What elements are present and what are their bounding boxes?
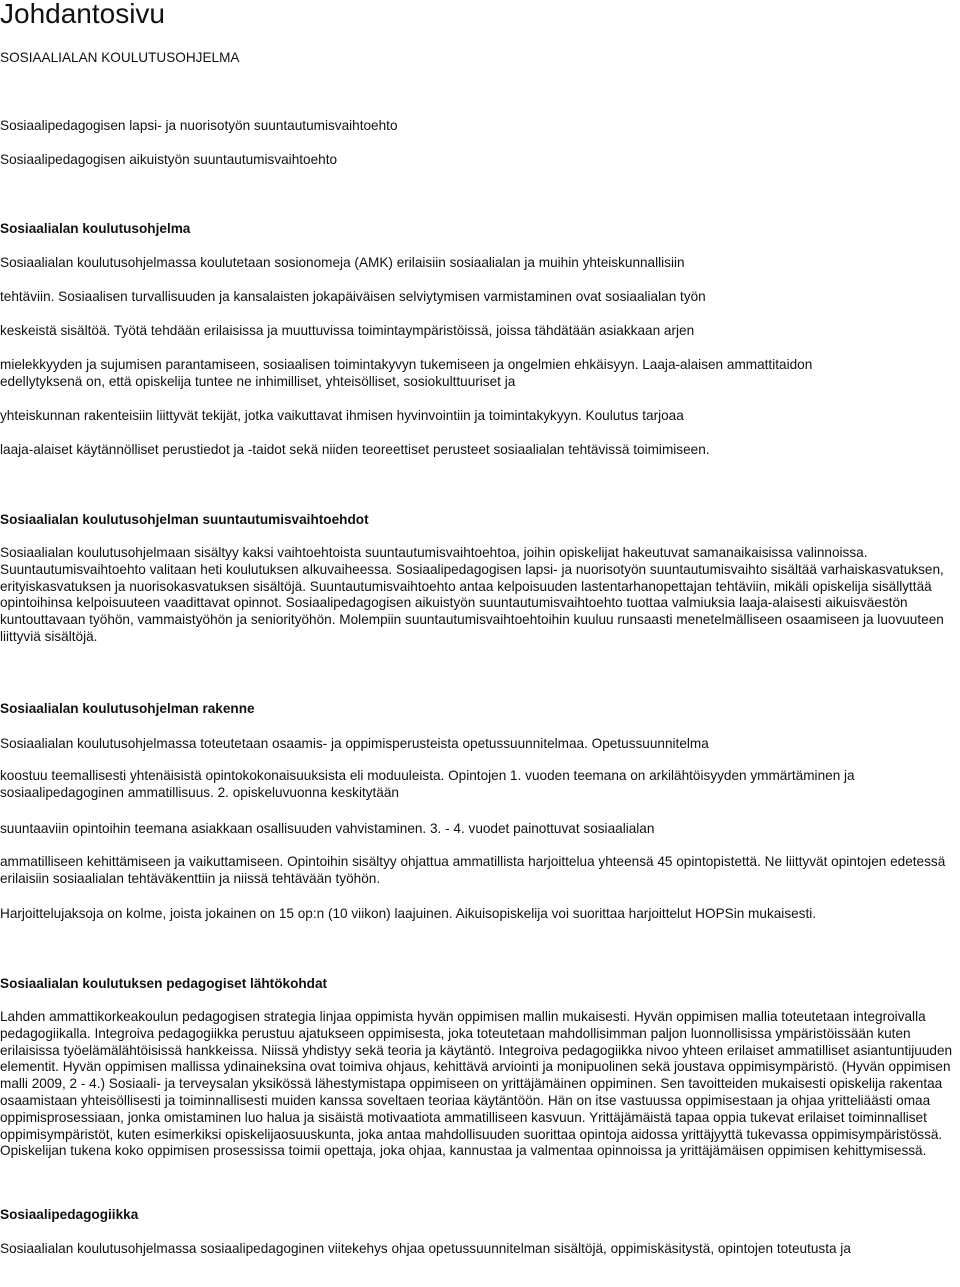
paragraph-pedagogiset-lahtokohdat: Lahden ammattikorkeakoulun pedagogisen strategia linjaa oppimista hyvän oppimisen mallin mukaisesti. Hyvän oppimisen mallia toteutetaan integroivalla pedagogiikalla. Integroiva pedagogiikka perustuu ajatukseen oppimisesta, joka toteutetaan mahdollisimman paljon luonnollisissa ympäristöissään kuten erilaisissa työelämälähtöisissä hankkeissa. Niissä yhdistyy sekä teoria ja käytäntö. Integroiva pedagogiikka nivoo yhteen erilaiset ammatilliset asiantuntijuuden elementit. Hyvän oppimisen mallissa ydinaineksina ovat toimiva ohjaus, kehittävä arviointi ja monipuolinen sekä joustava oppimisympäristö. (Hyvän oppimisen malli 2009, 2 - 4.) Sosiaali- ja terveysalan yksikössä lähestymistapa oppimiseen on yrittäjämäinen oppiminen. Sen tavoitteiden mukaisesti opiskelija rakentaa osaamistaan yhteisöllisesti ja toiminnallisesti muiden kanssa soveltaen teoriaa käytäntöön. Hän on itse vastuussa oppimisestaan ja ohjaa yritteliäästi omaa oppimisprosessiaan, jonka omistaminen luo halua ja sisäistä motivaatiota ammatilliseen kasvuun. Yrittäjämäistä tapaa oppia tukevat erilaiset toiminnalliset oppimisympäristöt, kuten esimerkiksi opiskelijaosuuskunta, joka antaa mahdollisuuden suorittaa opintoja aidossa yrittäjyyttä tukevassa oppimisympäristössä. Opiskelijan tukena koko oppimisen prosessissa toimii opettaja, joka ohjaa, kannustaa ja valmentaa opinnoissa ja yrittäjämäisen oppimisen kehittymisessä. — [0, 1009, 953, 1159]
paragraph-block: koostuu teemallisesti yhtenäisistä opintokokonaisuuksista eli moduuleista. Opintojen 1. vuoden teemana on arkilähtöisyyden ymmärtäminen ja sosiaalipedagoginen ammatillisuus. 2. opiskeluvuonna keskitytään — [0, 768, 855, 800]
section-heading-rakenne: Sosiaalialan koulutusohjelman rakenne — [0, 701, 255, 716]
section-heading-pedagogiset-lahtokohdat: Sosiaalialan koulutuksen pedagogiset lähtökohdat — [0, 976, 328, 991]
paragraph-line: tehtäviin. Sosiaalisen turvallisuuden ja kansalaisten jokapäiväisen selviytymisen varmistaminen ovat sosiaalialan työn — [0, 289, 706, 304]
paragraph-block: ammatilliseen kehittämiseen ja vaikuttamiseen. Opintoihin sisältyy ohjattua ammatillista harjoittelua yhteensä 45 opintopistettä. Ne liittyvät opintojen edetessä erilaisiin sosiaalialan tehtäväkenttiin ja niissä tehtävään työhön. — [0, 854, 946, 886]
paragraph-line: laaja-alaiset käytännölliset perustiedot ja -taidot sekä niiden teoreettiset perusteet sosiaalialan tehtävissä toimimiseen. — [0, 442, 710, 457]
paragraph-line: Harjoittelujaksoja on kolme, joista jokainen on 15 op:n (10 viikon) laajuinen. Aikuisopiskelija voi suorittaa harjoittelut HOPSin mukaisesti. — [0, 906, 817, 921]
paragraph-line: edellytyksenä on, että opiskelija tuntee ne inhimilliset, yhteisölliset, sosiokulttuuriset ja — [0, 374, 516, 389]
section-heading-koulutusohjelma: Sosiaalialan koulutusohjelma — [0, 221, 191, 236]
paragraph-line: keskeistä sisältöä. Työtä tehdään erilaisissa ja muuttuvissa toimintaympäristöissä, joissa tähdätään asiakkaan arjen — [0, 323, 695, 338]
paragraph-line: suuntaaviin opintoihin teemana asiakkaan osallisuuden vahvistaminen. 3. - 4. vuodet painottuvat sosiaalialan — [0, 821, 655, 836]
paragraph-suuntautumisvaihtoehdot: Sosiaalialan koulutusohjelmaan sisältyy kaksi vaihtoehtoista suuntautumisvaihtoehtoa, joihin opiskelijat hakeutuvat samanaikaisissa valinnoissa. Suuntautumisvaihtoehto valitaan heti koulutuksen alkuvaiheessa. Sosiaalipedagogisen lapsi- ja nuorisotyön suuntautumisvaihto sisältää varhaiskasvatuksen, erityiskasvatuksen ja nuorisokasvatuksen sisältöjä. Suuntautumisvaihtoehto antaa kelpoisuuden lastentarhanopettajan tehtäviin, mikäli opiskelija sisällyttää opintoihinsa kelpoisuuteen vaadittavat opinnot. Sosiaalipedagogisen aikuistyön suuntautumisvaihtoehto tuottaa valmiuksia laaja-alaisesti aikuisväestön kuntouttavaan työhön, vammaistyöhön ja seniorityöhön. Molempiin suuntautumisvaihtoehtoihin kuuluu runsaasti menetelmälliseen osaamiseen ja luovuuteen liittyviä sisältöjä. — [0, 545, 944, 644]
page-title: Johdantosivu — [0, 0, 166, 29]
section-heading-suuntautumisvaihtoehdot: Sosiaalialan koulutusohjelman suuntautumisvaihtoehdot — [0, 512, 369, 527]
option-lapsi-nuorisotyo: Sosiaalipedagogisen lapsi- ja nuorisotyön suuntautumisvaihtoehto — [0, 118, 398, 133]
option-aikuistyo: Sosiaalipedagogisen aikuistyön suuntautumisvaihtoehto — [0, 152, 338, 167]
paragraph-line: mielekkyyden ja sujumisen parantamiseen, sosiaalisen toimintakyvyn tukemiseen ja ongelmien ehkäisyyn. Laaja-alaisen ammattitaidon — [0, 357, 813, 372]
section-heading-sosiaalipedagogiikka: Sosiaalipedagogiikka — [0, 1207, 139, 1222]
paragraph-line: yhteiskunnan rakenteisiin liittyvät tekijät, jotka vaikuttavat ihmisen hyvinvointiin ja toimintakykyyn. Koulutus tarjoaa — [0, 408, 684, 423]
paragraph-line: Sosiaalialan koulutusohjelmassa toteutetaan osaamis- ja oppimisperusteista opetussuunnitelmaa. Opetussuunnitelma — [0, 736, 709, 751]
paragraph-line: Sosiaalialan koulutusohjelmassa sosiaalipedagoginen viitekehys ohjaa opetussuunnitelman sisältöjä, oppimiskäsitystä, opintojen toteutusta ja — [0, 1241, 851, 1256]
page-subtitle: SOSIAALIALAN KOULUTUSOHJELMA — [0, 50, 240, 65]
paragraph-line: Sosiaalialan koulutusohjelmassa koulutetaan sosionomeja (AMK) erilaisiin sosiaalialan ja muihin yhteiskunnallisiin — [0, 255, 685, 270]
